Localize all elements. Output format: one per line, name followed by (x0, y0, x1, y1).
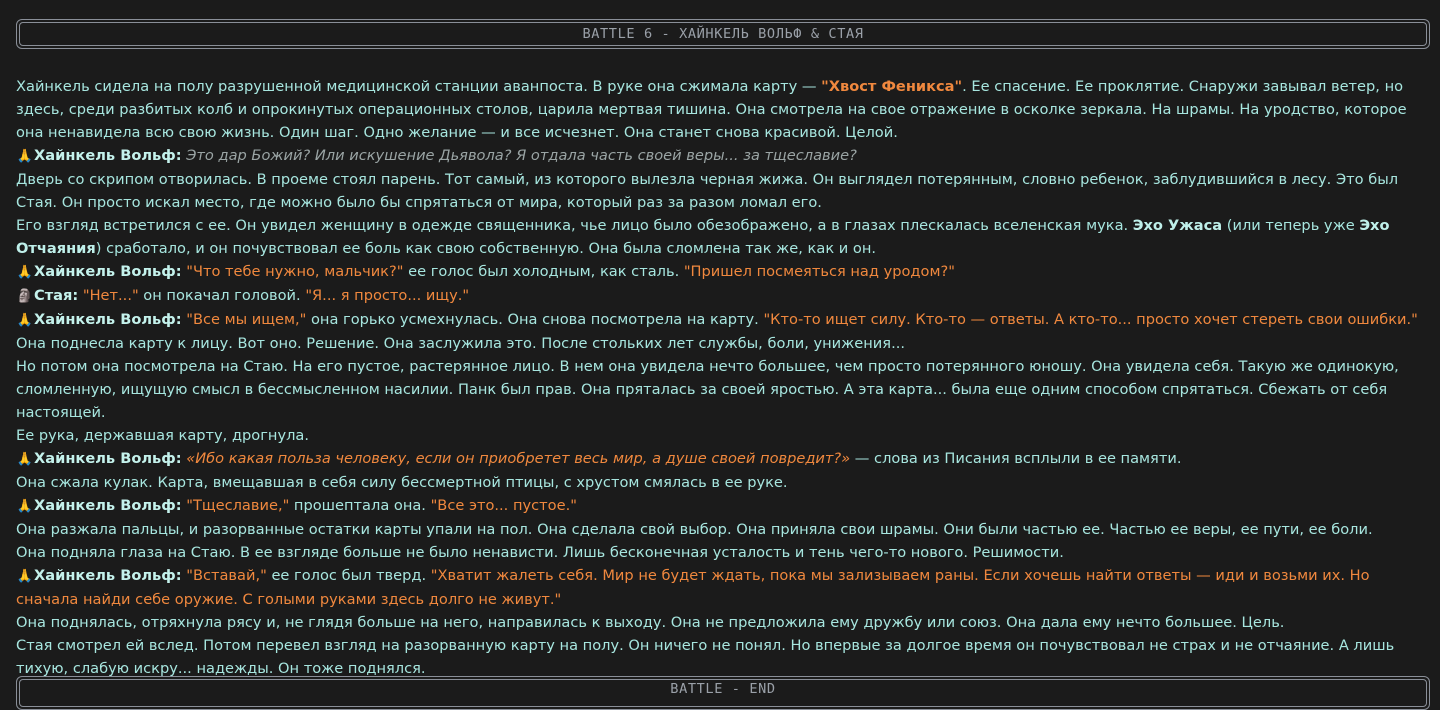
dialogue-line: 🙏Хайнкель Вольф: "Что тебе нужно, мальчик?" ее голос был холодным, как сталь. "Пришел посмеяться над уродом?" (16, 260, 1426, 284)
speech-quote: "Я... я просто... ищу." (305, 287, 470, 304)
narration-paragraph: Хайнкель сидела на полу разрушенной медицинской станции аванпоста. В руке она сжимала карту — "Хвост Феникса". Ее спасение. Ее проклятие. Снаружи завывал ветер, но здесь, среди разбитых колб и опрокинутых операционных столов, царила мертвая тишина. Она смотрела на свое отражение в осколке зеркала. На шрамы. На уродство, которое она ненавидела всю свою жизнь. Один шаг. Одно желание — и все исчезнет. Она станет снова красивой. Целой. (16, 78, 1407, 141)
narration-paragraph: Ее рука, державшая карту, дрогнула. (16, 427, 309, 444)
speaker-name: Хайнкель Вольф: (34, 147, 182, 164)
dialogue-line: 🗿Стая: "Нет..." он покачал головой. "Я... я просто... ищу." (16, 284, 1426, 308)
speaker-name: Хайнкель Вольф: (34, 567, 182, 584)
dialogue-line: 🙏Хайнкель Вольф: "Тщеславие," прошептала она. "Все это... пустое." (16, 494, 1426, 518)
speech-quote: "Тщеславие," (186, 497, 290, 514)
thought-text: Это дар Божий? Или искушение Дьявола? Я отдала часть своей веры... за тщеславие? (186, 147, 857, 164)
praying-hands-icon: 🙏 (16, 149, 34, 164)
speech-quote: "Все это... пустое." (430, 497, 577, 514)
battle-end-title: BATTLE - END (670, 681, 776, 697)
ability-name: Эхо Отчаяния (16, 217, 1390, 257)
speaker-name: Хайнкель Вольф: (34, 450, 182, 467)
scripture-quote: «Ибо какая польза человеку, если он приобретет весь мир, а душе своей повредит?» (186, 450, 851, 467)
narration-paragraph: Она поднесла карту к лицу. Вот оно. Решение. Она заслужила это. После стольких лет службы, боли, унижения... (16, 335, 905, 352)
praying-hands-icon: 🙏 (16, 265, 34, 280)
narration-paragraph: Дверь со скрипом отворилась. В проеме стоял парень. Тот самый, из которого вылезла черная жижа. Он выглядел потерянным, словно ребенок, заблудившийся в лесу. Это был Стая. Он просто искал место, где можно было бы спрятаться от мира, который раз за разом ломал его. (16, 171, 1399, 211)
ability-name: Эхо Ужаса (1132, 217, 1223, 234)
dialogue-line (16, 144, 1426, 168)
battle-title-banner (16, 19, 1430, 49)
speech-quote: "Нет..." (82, 287, 139, 304)
narration-paragraph: Она подняла глаза на Стаю. В ее взгляде больше не было ненависти. Лишь бесконечная усталость и тень чего-то нового. Решимости. (16, 544, 1064, 561)
dialogue-line: 🙏Хайнкель Вольф: «Ибо какая польза человеку, если он приобретет весь мир, а душе своей повредит?» — слова из Писания всплыли в ее памяти. (16, 447, 1426, 471)
speech-quote: "Кто-то ищет силу. Кто-то — ответы. А кто-то... просто хочет стереть свои ошибки." (763, 311, 1418, 328)
speech-quote: "Вставай," (186, 567, 267, 584)
speaker-name: Хайнкель Вольф: (34, 311, 182, 328)
narration-paragraph: Но потом она посмотрела на Стаю. На его пустое, растерянное лицо. В нем она увидела нечто большее, чем просто потерянного юношу. Она увидела себя. Такую же одинокую, сломленную, ищущую смысл в бессмысленном насилии. Панк был прав. Она пряталась за своей яростью. А эта карта... была еще одним способом спрятаться. Сбежать от себя настоящей. (16, 358, 1399, 421)
praying-hands-icon: 🙏 (16, 499, 34, 514)
dialogue-line: 🙏Хайнкель Вольф: "Вставай," ее голос был тверд. "Хватит жалеть себя. Мир не будет ждать, пока мы зализываем раны. Если хочешь найти ответы — иди и возьми их. Но сначала найди себе оружие. С голыми руками здесь долго не живут." (16, 567, 1370, 608)
speaker-name: Хайнкель Вольф: (34, 263, 182, 280)
narration-paragraph: Стая смотрел ей вслед. Потом перевел взгляд на разорванную карту на полу. Он ничего не понял. Но впервые за долгое время он почувствовал не страх и не отчаяние. А лишь тихую, слабую искру... надежды. Он тоже поднялся. (16, 637, 1395, 677)
praying-hands-icon: 🙏 (16, 569, 34, 584)
narration-paragraph: Его взгляд встретился с ее. Он увидел женщину в одежде священника, чье лицо было обезображено, а в глазах плескалась вселенская мука. Эхо Ужаса (или теперь уже Эхо Отчаяния) сработало, и он почувствовал ее боль как свою собственную. Она была сломлена так же, как и он. (16, 217, 1390, 257)
story-log (16, 75, 1426, 680)
speech-quote: "Хватит жалеть себя. Мир не будет ждать, пока мы зализываем раны. Если хочешь найти ответы — иди и возьми их. Но сначала найди себе оружие. С голыми руками здесь долго не живут." (16, 567, 1370, 608)
dialogue-line: 🙏Хайнкель Вольф: "Все мы ищем," она горько усмехнулась. Она снова посмотрела на карту. "Кто-то ищет силу. Кто-то — ответы. А кто-то... просто хочет стереть свои ошибки." (16, 308, 1426, 332)
speech-quote: "Все мы ищем," (186, 311, 307, 328)
card-name: "Хвост Феникса" (821, 78, 963, 95)
narration-paragraph: Она поднялась, отряхнула рясу и, не глядя больше на него, направилась к выходу. Она не предложила ему дружбу или союз. Она дала ему нечто большее. Цель. (16, 614, 1285, 631)
battle-title: BATTLE 6 - ХАЙНКЕЛЬ ВОЛЬФ & СТАЯ (582, 25, 864, 42)
praying-hands-icon: 🙏 (16, 313, 34, 328)
moai-stone-icon: 🗿 (16, 289, 34, 304)
speaker-name: Хайнкель Вольф: (34, 497, 182, 514)
praying-hands-icon: 🙏 (16, 452, 34, 467)
narration-paragraph: Она сжала кулак. Карта, вмещавшая в себя силу бессмертной птицы, с хрустом смялась в ее руке. (16, 474, 788, 491)
speaker-name: Стая: (34, 287, 79, 304)
narration-paragraph: Она разжала пальцы, и разорванные остатки карты упали на пол. Она сделала свой выбор. Она приняла свои шрамы. Они были частью ее. Частью ее веры, ее пути, ее боли. (16, 521, 1373, 538)
speech-quote: "Пришел посмеяться над уродом?" (683, 263, 955, 280)
speech-quote: "Что тебе нужно, мальчик?" (186, 263, 404, 280)
battle-end-banner (16, 676, 1430, 710)
